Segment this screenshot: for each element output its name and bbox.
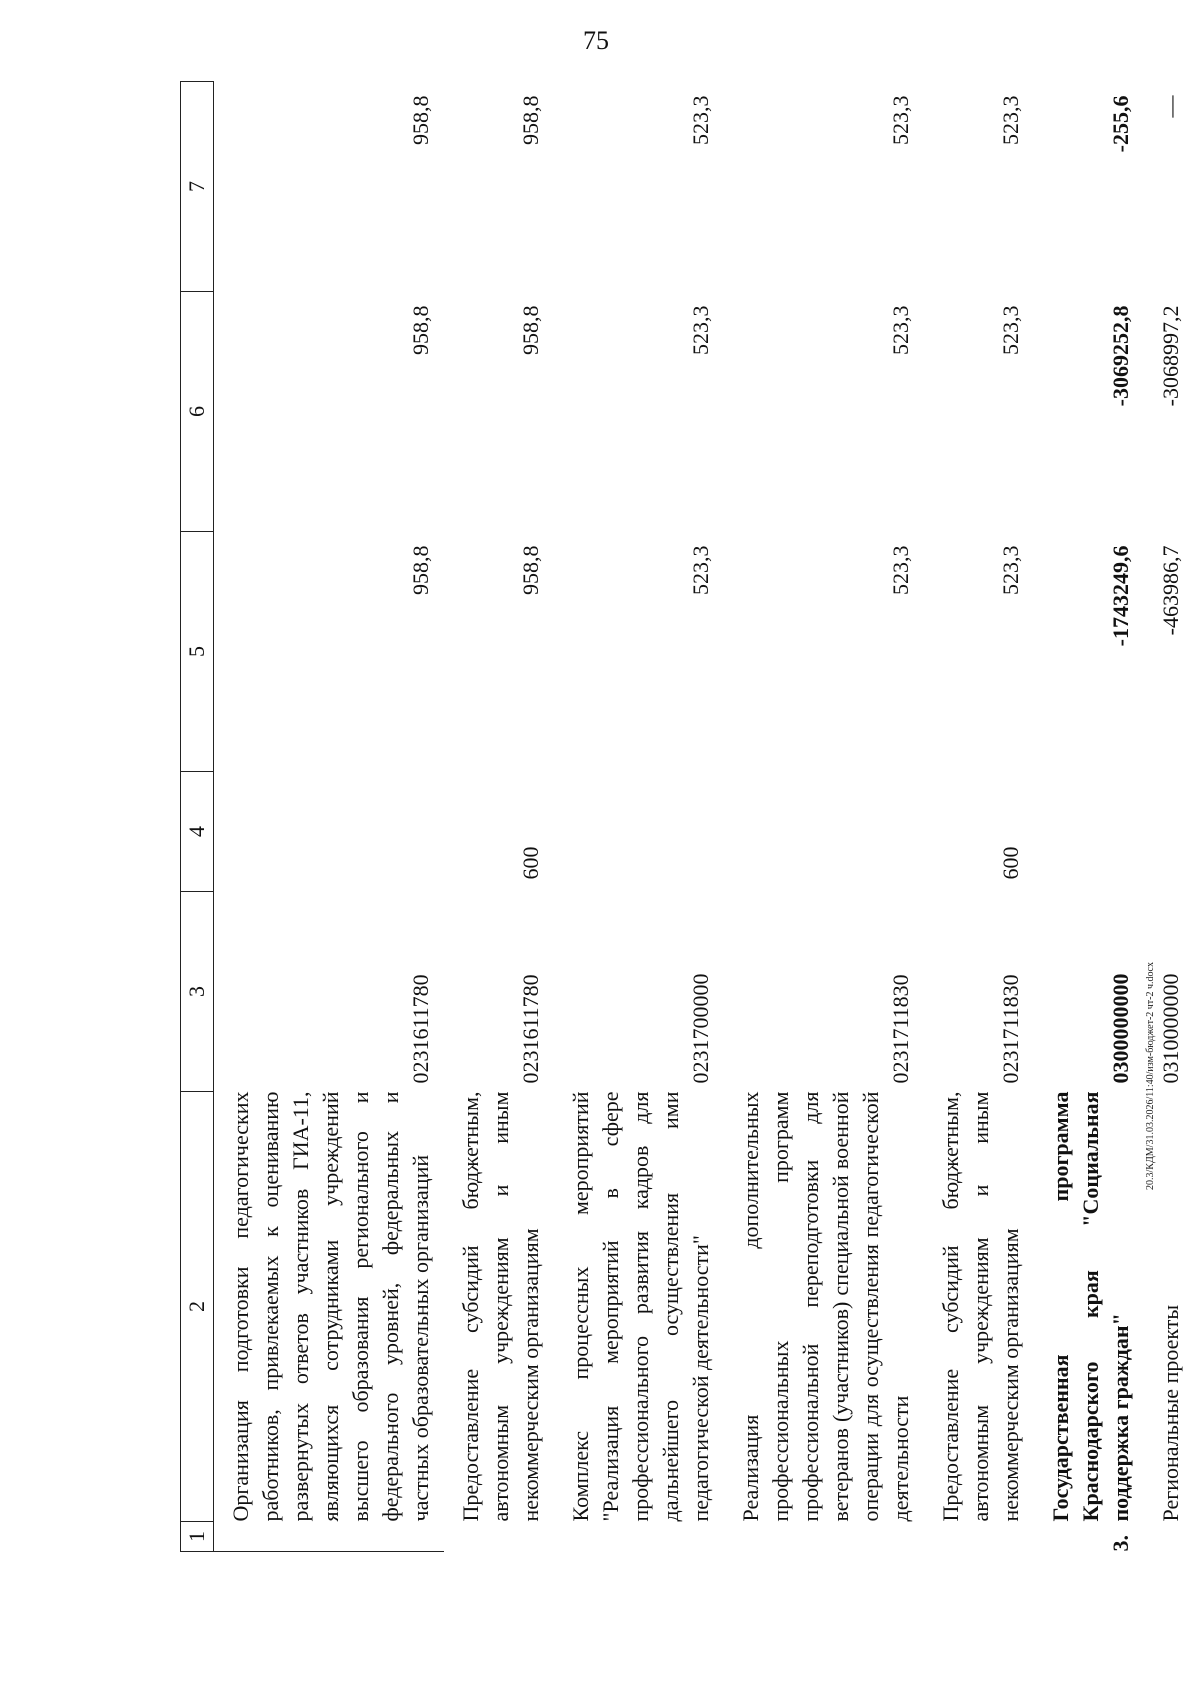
header-col-2: 2 [181,1092,214,1522]
row-code: 0231611780 [518,974,543,1084]
row-description: Предоставление субсидий бюджетным, автономным учреждениям и иным некоммерческим организациям [938,1091,1023,1522]
table-row [1144,82,1194,1552]
row-value-col6: 523,3 [688,305,713,355]
table-row [214,82,445,1552]
header-col-6: 6 [181,292,214,532]
row-code: 0231711830 [888,974,913,1084]
row-value-col5: 523,3 [888,545,913,595]
row-index [214,1522,445,1552]
row-code: 0310000000 [1158,973,1183,1084]
row-description: Организация подготовки педагогических работников, привлекаемых к оцениванию развернутых ответов участников ГИА-11, являющихся сотрудниками учреждений высшего образования регионального и федерального уровней, федеральных и частных образовательных организаций [228,1091,433,1522]
row-code: 0231711830 [998,974,1023,1084]
row-index [1144,1522,1194,1552]
table-row [724,82,924,1552]
row-value-col6: 958,8 [518,305,543,355]
row-value-col7: 958,8 [518,95,543,145]
table-row-program [1034,82,1144,1552]
row-value-col6: -3068997,2 [1158,305,1183,407]
row-expense-type [1144,772,1194,892]
row-value-col7: 958,8 [408,95,433,145]
row-expense-type [214,772,445,892]
row-description: Реализация дополнительных профессиональных программ профессиональной переподготовки для ветеранов (участников) специальной военной операции для осуществления педагогической деятельности [738,1091,913,1522]
row-description: Предоставление субсидий бюджетным, автономным учреждениям и иным некоммерческим организациям [458,1091,543,1522]
row-code: 0231700000 [688,973,713,1084]
row-value-col5: -463986,7 [1158,545,1183,636]
row-value-col7: 523,3 [688,95,713,145]
row-expense-type [1034,772,1144,892]
table-row [444,82,554,1552]
row-index [444,1522,554,1552]
row-code: 0300000000 [1108,973,1133,1084]
row-value-col5: 958,8 [518,545,543,595]
row-value-col7: — [1158,95,1183,118]
row-value-col5: -1743249,6 [1108,545,1133,647]
header-col-4: 4 [181,772,214,892]
row-index [924,1522,1034,1552]
row-value-col6: 958,8 [408,305,433,355]
row-value-col6: 523,3 [888,305,913,355]
row-value-col5: 523,3 [998,545,1023,595]
budget-table [180,81,1194,1552]
row-index: 3. [1108,1535,1133,1552]
row-value-col6: 523,3 [998,305,1023,355]
header-col-3: 3 [181,892,214,1092]
row-index [554,1522,724,1552]
row-index [724,1522,924,1552]
row-value-col7: 523,3 [998,95,1023,145]
table-row [554,82,724,1552]
header-col-5: 5 [181,532,214,772]
document-footer-code: 20.3/КДМ/31.03.2026/11:40/изм-бюджет-2 чт-2 ч.docx [1145,962,1156,1190]
row-expense-type: 600 [518,846,543,880]
page-number: 75 [583,26,609,55]
row-expense-type [554,772,724,892]
table-row [924,82,1034,1552]
row-value-col5: 958,8 [408,545,433,595]
row-description: Комплекс процессных мероприятий "Реализация мероприятий в сфере профессионального развития кадров для дальнейшего осуществления ими педагогической деятельности" [568,1091,713,1522]
row-code: 0231611780 [408,974,433,1084]
row-value-col6: -3069252,8 [1108,305,1133,407]
header-col-7: 7 [181,82,214,292]
row-description: Региональные проекты [1158,1304,1183,1522]
table-header-row [181,82,214,1552]
row-value-col7: 523,3 [888,95,913,145]
row-description: Государственная программа Краснодарского края "Социальная поддержка граждан" [1048,1091,1133,1522]
row-value-col7: -255,6 [1108,95,1133,153]
row-expense-type: 600 [998,846,1023,880]
row-expense-type [724,772,924,892]
header-col-1: 1 [181,1522,214,1552]
row-value-col5: 523,3 [688,545,713,595]
